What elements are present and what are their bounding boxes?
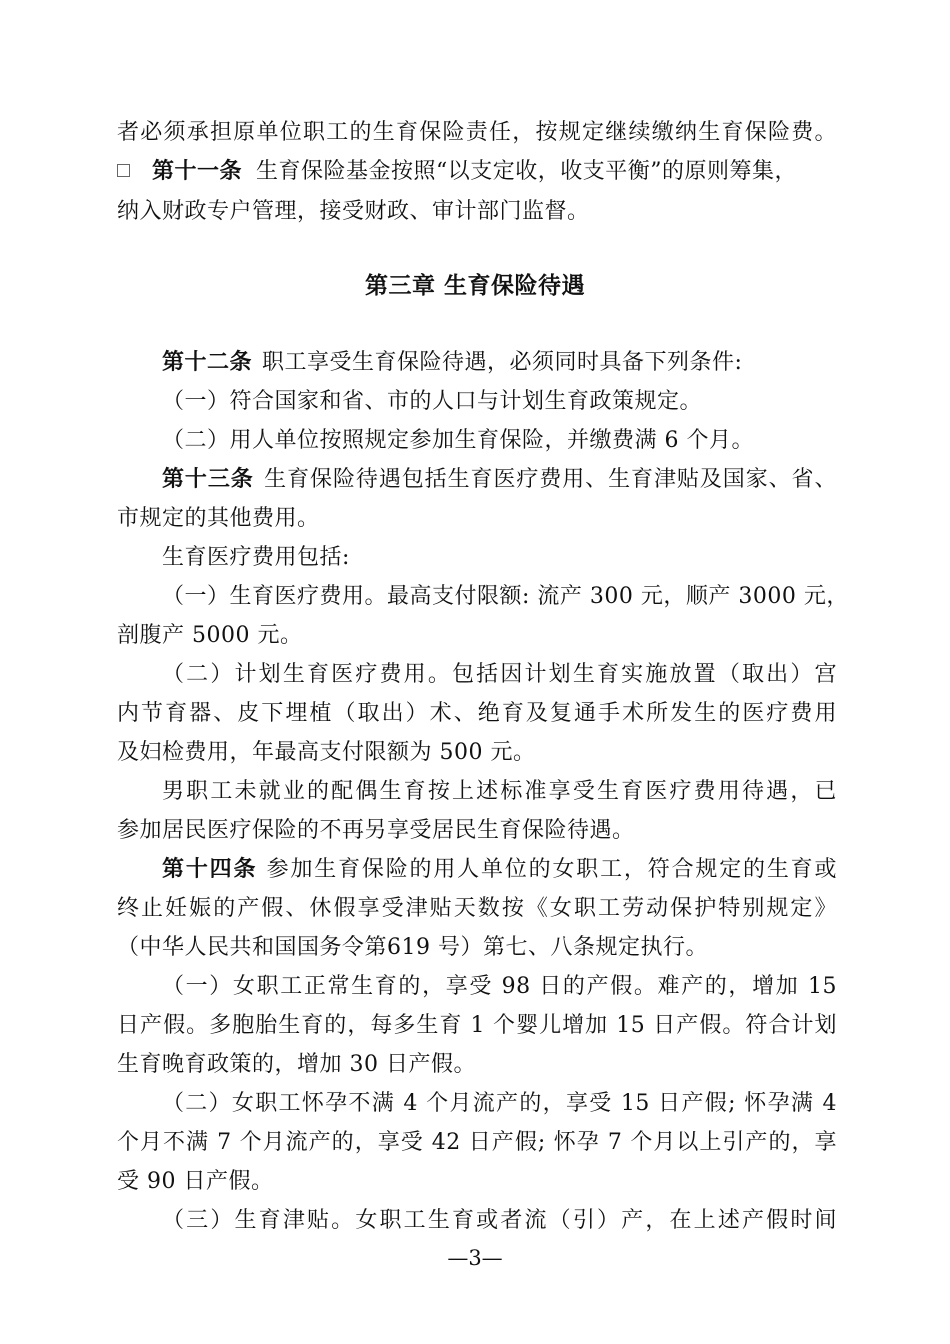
paragraph-line: 生育晚育政策的，增加 30 日产假。 — [117, 1052, 476, 1077]
chapter-title: 第三章 生育保险待遇 — [364, 273, 585, 299]
paragraph-line: 纳入财政专户管理，接受财政、审计部门监督。 — [117, 199, 590, 224]
article-13-text: 生育保险待遇包括生育医疗费用、生育津贴及国家、省、 — [263, 467, 837, 492]
paragraph-line: 市规定的其他费用。 — [117, 506, 320, 531]
article-12-line — [162, 348, 837, 378]
article-14-label: 第十四条 — [162, 857, 258, 882]
paragraph-line: 参加居民医疗保险的不再另享受居民生育保险待遇。 — [117, 818, 635, 843]
sub-heading: 生育医疗费用包括: — [162, 545, 350, 570]
paragraph-line: 及妇检费用，年最高支付限额为 500 元。 — [117, 740, 536, 765]
paragraph-line: 内节育器、皮下埋植（取出）术、绝育及复通手术所发生的医疗费用 — [117, 701, 837, 726]
list-item: （二）女职工怀孕不满 4 个月流产的，享受 15 日产假; 怀孕满 4 — [162, 1091, 837, 1116]
paragraph-line: 终止妊娠的产假、休假享受津贴天数按《女职工劳动保护特别规定》 — [117, 896, 837, 921]
list-item: （一）符合国家和省、市的人口与计划生育政策规定。 — [162, 389, 703, 414]
paragraph-line: 日产假。多胞胎生育的，每多生育 1 个婴儿增加 15 日产假。符合计划 — [117, 1013, 837, 1038]
article-11-text: 生育保险基金按照“以支定收，收支平衡”的原则筹集， — [256, 159, 798, 184]
paragraph-line: 剖腹产 5000 元。 — [117, 623, 303, 648]
article-12-label: 第十二条 — [162, 350, 253, 375]
article-13-label: 第十三条 — [162, 467, 254, 492]
list-item: （三）生育津贴。女职工生育或者流（引）产，在上述产假时间 — [162, 1208, 837, 1233]
paragraph-line: （中华人民共和国国务令第619 号）第七、八条规定执行。 — [117, 935, 708, 960]
paragraph-line: 男职工未就业的配偶生育按上述标准享受生育医疗费用待遇，已 — [162, 779, 837, 804]
checkbox-icon[interactable] — [117, 164, 130, 177]
article-11-label: 第十一条 — [152, 159, 243, 184]
list-item: （一）女职工正常生育的，享受 98 日的产假。难产的，增加 15 — [162, 974, 837, 999]
article-11-line — [117, 157, 837, 187]
paragraph-line: 受 90 日产假。 — [117, 1169, 274, 1194]
article-14-text: 参加生育保险的用人单位的女职工，符合规定的生育或 — [265, 857, 837, 882]
paragraph-line: 个月不满 7 个月流产的，享受 42 日产假; 怀孕 7 个月以上引产的，享 — [117, 1130, 837, 1155]
page-number: —3— — [447, 1246, 503, 1270]
list-item: （一）生育医疗费用。最高支付限额: 流产 300 元，顺产 3000 元， — [162, 584, 849, 609]
paragraph-line: 者必须承担原单位职工的生育保险责任，按规定继续缴纳生育保险费。 — [117, 120, 837, 145]
list-item: （二）计划生育医疗费用。包括因计划生育实施放置（取出）宫 — [162, 662, 837, 687]
list-item: （二）用人单位按照规定参加生育保险，并缴费满 6 个月。 — [162, 428, 754, 453]
article-13-line — [162, 465, 837, 495]
article-14-line — [162, 855, 837, 885]
article-12-text: 职工享受生育保险待遇，必须同时具备下列条件: — [262, 350, 743, 375]
